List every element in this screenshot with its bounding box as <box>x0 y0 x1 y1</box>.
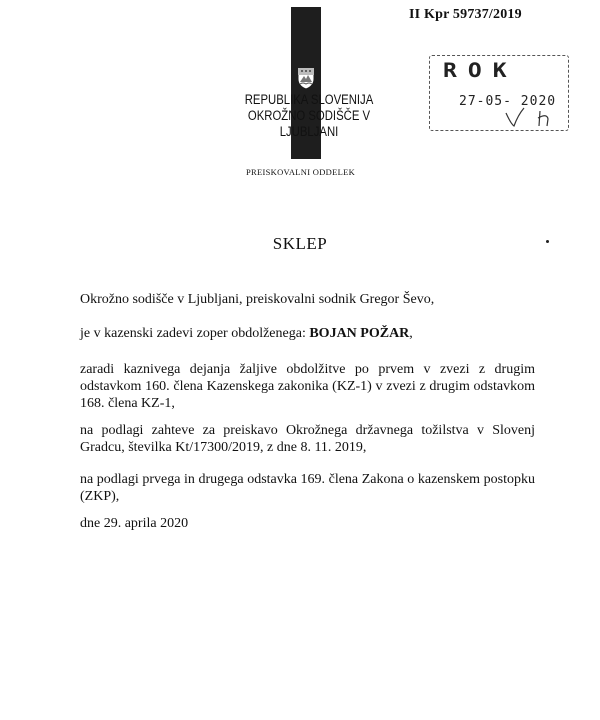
defendant-prefix: je v kazenski zadevi zoper obdolženega: <box>80 326 310 341</box>
defendant-name: BOJAN POŽAR <box>309 326 410 341</box>
coat-of-arms-icon <box>296 66 316 90</box>
paragraph-offense: zaradi kaznivega dejanja žaljive obdolžitve po prvem v zvezi z drugim odstavkom 160. člena Kazenskega zakonika (KZ-1) v zvezi z drugim odstavkom 168. člena KZ-1, <box>80 362 535 411</box>
handwritten-initials <box>502 105 562 129</box>
court-name-line2: OKROŽNO SODIŠČE V LJUBLJANI <box>247 108 371 139</box>
deadline-stamp <box>429 55 569 131</box>
department-name: PREISKOVALNI ODDELEK <box>246 167 356 177</box>
case-number: II Kpr 59737/2019 <box>409 7 522 22</box>
paragraph-date: dne 29. aprila 2020 <box>80 516 189 531</box>
paragraph-court-judge: Okrožno sodišče v Ljubljani, preiskovalni sodnik Gregor Ševo, <box>80 292 435 307</box>
stamp-label: ROK <box>443 60 518 83</box>
defendant-suffix: , <box>409 326 413 341</box>
court-name <box>242 92 376 140</box>
court-name-line1: REPUBLIKA SLOVENIJA <box>244 92 374 107</box>
paragraph-defendant <box>80 325 535 342</box>
stamp-date: 27-05- 2020 <box>459 94 557 109</box>
paragraph-request: na podlagi zahteve za preiskavo Okrožnega državnega tožilstva v Slovenj Gradcu, številka Kt/17300/2019, z dne 8. 11. 2019, <box>80 423 535 455</box>
document-title: SKLEP <box>272 234 328 253</box>
paragraph-legal-basis: na podlagi prvega in drugega odstavka 169. člena Zakona o kazenskem postopku (ZKP), <box>80 472 535 504</box>
